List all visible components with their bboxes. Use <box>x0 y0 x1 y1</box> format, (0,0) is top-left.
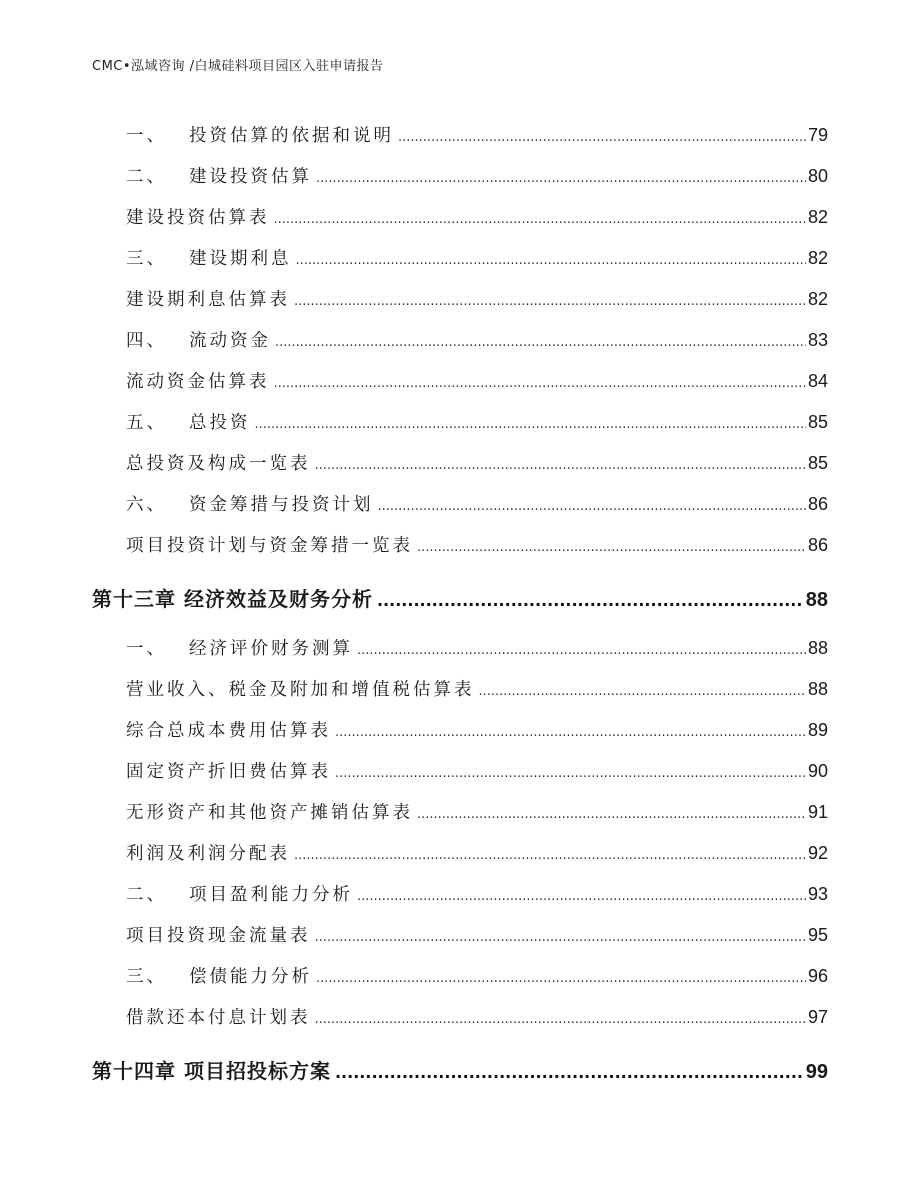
toc-chapter-title: 第十三章 经济效益及财务分析 <box>92 587 373 611</box>
toc-entry-title: 固定资产折旧费估算表 <box>126 762 331 782</box>
leader-dots <box>274 208 806 228</box>
toc-entry-page: 85 <box>807 453 828 473</box>
toc-entry-title: 总投资及构成一览表 <box>126 454 311 474</box>
toc-entry-title: 经济评价财务测算 <box>189 639 353 659</box>
leader-dots <box>479 680 806 700</box>
toc-entry-page: 90 <box>807 761 828 781</box>
toc-entry-page: 95 <box>807 925 828 945</box>
toc-entry[interactable] <box>0 758 828 783</box>
toc-entry[interactable] <box>0 922 828 947</box>
toc-entry[interactable] <box>0 963 828 988</box>
leader-dots <box>378 495 806 515</box>
toc-entry[interactable] <box>0 881 828 906</box>
toc-entry-title: 项目盈利能力分析 <box>189 885 353 905</box>
toc-entry-title: 项目投资计划与资金筹措一览表 <box>126 536 413 556</box>
toc-entry-page: 88 <box>807 679 828 699</box>
leader-dots <box>255 413 806 433</box>
toc-entry[interactable] <box>0 1004 828 1029</box>
toc-entry-title: 无形资产和其他资产摊销估算表 <box>126 803 413 823</box>
toc-entry-number: 六、 <box>126 495 167 515</box>
leader-dots <box>335 762 806 782</box>
toc-entry-number: 三、 <box>126 249 167 269</box>
toc-entry[interactable] <box>0 204 828 229</box>
toc-entry[interactable] <box>0 409 828 434</box>
toc-entry[interactable] <box>0 163 828 188</box>
toc-entry-page: 85 <box>807 412 828 432</box>
toc-entry-title: 项目投资现金流量表 <box>126 926 311 946</box>
toc-entry-page: 82 <box>807 289 828 309</box>
leader-dots <box>315 1008 806 1028</box>
leader-dots <box>274 372 806 392</box>
toc-entry-title: 流动资金 <box>189 331 271 351</box>
toc-entry-page: 97 <box>807 1007 828 1027</box>
toc-entry[interactable] <box>0 122 828 147</box>
toc-entry[interactable] <box>0 491 828 516</box>
toc-entry-title: 流动资金估算表 <box>126 372 270 392</box>
toc-entry[interactable] <box>0 532 828 557</box>
toc-chapter[interactable] <box>0 1055 828 1084</box>
toc-entry-page: 86 <box>807 494 828 514</box>
toc-entry[interactable] <box>0 286 828 311</box>
toc-entry-number: 五、 <box>126 413 167 433</box>
leader-dots <box>294 290 806 310</box>
toc-entry-page: 84 <box>807 371 828 391</box>
toc-entry[interactable] <box>0 840 828 865</box>
toc-entry-number: 二、 <box>126 885 167 905</box>
leader-dots <box>335 1059 804 1083</box>
toc-entry-title: 建设投资估算 <box>189 167 312 187</box>
leader-dots <box>377 587 804 611</box>
leader-dots <box>357 639 806 659</box>
toc-entry-number: 二、 <box>126 167 167 187</box>
toc-entry-page: 91 <box>807 802 828 822</box>
toc-entry-title: 综合总成本费用估算表 <box>126 721 331 741</box>
toc-entry-number: 三、 <box>126 967 167 987</box>
toc-entry-title: 借款还本付息计划表 <box>126 1008 311 1028</box>
toc-entry-title: 利润及利润分配表 <box>126 844 290 864</box>
leader-dots <box>316 967 806 987</box>
toc-entry[interactable] <box>0 450 828 475</box>
toc-entry-page: 82 <box>807 207 828 227</box>
page-header: CMC•泓域咨询 /白城硅料项目园区入驻申请报告 <box>92 59 384 74</box>
toc-entry-page: 92 <box>807 843 828 863</box>
toc-entry[interactable] <box>0 799 828 824</box>
toc-entry[interactable] <box>0 676 828 701</box>
leader-dots <box>357 885 806 905</box>
leader-dots <box>417 536 806 556</box>
toc-entry[interactable] <box>0 327 828 352</box>
toc-entry-page: 79 <box>807 125 828 145</box>
toc-entry-number: 一、 <box>126 126 167 146</box>
toc-entry-title: 总投资 <box>189 413 251 433</box>
toc-entry-number: 四、 <box>126 331 167 351</box>
leader-dots <box>335 721 806 741</box>
toc-entry-page: 86 <box>807 535 828 555</box>
toc-entry[interactable] <box>0 368 828 393</box>
toc-entry-number: 一、 <box>126 639 167 659</box>
toc-chapter-page: 99 <box>805 1061 828 1083</box>
leader-dots <box>296 249 806 269</box>
toc-chapter-page: 88 <box>805 589 828 611</box>
leader-dots <box>417 803 806 823</box>
toc-entry-title: 建设期利息估算表 <box>126 290 290 310</box>
toc-entry-page: 88 <box>807 638 828 658</box>
toc-entry[interactable] <box>0 245 828 270</box>
toc-entry-page: 93 <box>807 884 828 904</box>
leader-dots <box>398 126 806 146</box>
header-divider <box>92 80 828 81</box>
leader-dots <box>315 454 806 474</box>
toc-entry-page: 83 <box>807 330 828 350</box>
toc-entry-page: 82 <box>807 248 828 268</box>
toc-entry-page: 80 <box>807 166 828 186</box>
toc-entry-page: 89 <box>807 720 828 740</box>
toc-entry-title: 建设期利息 <box>189 249 292 269</box>
toc-entry-title: 建设投资估算表 <box>126 208 270 228</box>
leader-dots <box>294 844 806 864</box>
toc-entry-title: 资金筹措与投资计划 <box>189 495 374 515</box>
toc-entry[interactable] <box>0 635 828 660</box>
toc-entry[interactable] <box>0 717 828 742</box>
leader-dots <box>275 331 806 351</box>
toc-entry-page: 96 <box>807 966 828 986</box>
leader-dots <box>315 926 806 946</box>
toc-entry-title: 营业收入、税金及附加和增值税估算表 <box>126 680 475 700</box>
toc-chapter-title: 第十四章 项目招投标方案 <box>92 1059 331 1083</box>
toc-chapter[interactable] <box>0 583 828 612</box>
leader-dots <box>316 167 806 187</box>
toc-entry-title: 投资估算的依据和说明 <box>189 126 394 146</box>
toc-entry-title: 偿债能力分析 <box>189 967 312 987</box>
